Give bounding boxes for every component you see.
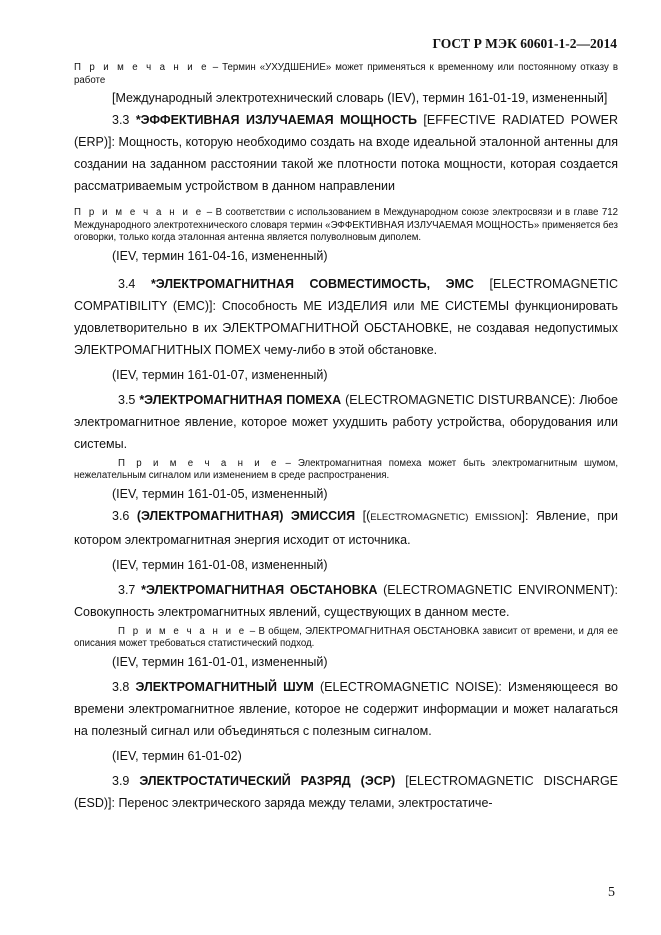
note-text: – Электромагнитная помеха может быть электромагнитным шумом, нежелательным сигналом или изменением в среде распространения. bbox=[74, 457, 619, 481]
reference-iev: (IEV, термин 161-01-07, измененный) bbox=[112, 367, 328, 382]
term-definition: (ELECTROMAGNETIC ENVIRONMENT): Совокупность электромагнитных явлений, существующих в данном месте. bbox=[74, 582, 618, 619]
document-body bbox=[74, 62, 618, 814]
term-3-4 bbox=[74, 273, 618, 361]
term-number: 3.5 bbox=[118, 392, 140, 407]
note-label: П р и м е ч а н и е bbox=[74, 62, 209, 73]
term-3-9 bbox=[74, 770, 618, 814]
note-text: – Термин «УХУДШЕНИЕ» может применяться к временному или постоянному отказу в работе bbox=[74, 62, 618, 86]
term-3-7 bbox=[74, 579, 618, 623]
reference-iev: (IEV, термин 161-01-05, измененный) bbox=[112, 486, 328, 501]
term-definition: [ELECTROMAGNETIC DISCHARGE (ESD)]: Перенос электрического заряда между телами, электростатиче- bbox=[74, 773, 619, 810]
note-environment bbox=[74, 626, 618, 651]
reference-iev: (IEV, термин 161-01-01, измененный) bbox=[112, 654, 328, 669]
term-title: ЭЛЕКТРОСТАТИЧЕСКИЙ РАЗРЯД (ЭСР) bbox=[139, 773, 396, 788]
reference-iev: (IEV, термин 161-01-08, измененный) bbox=[112, 557, 328, 572]
term-number: 3.8 bbox=[112, 679, 136, 694]
term-definition: ]: Явление, при котором электромагнитная энергия исходит от источника. bbox=[74, 508, 618, 547]
term-number: 3.7 bbox=[118, 582, 142, 597]
note-label: П р и м е ч а н и е bbox=[118, 625, 247, 637]
reference-iev: (IEV, термин 161-04-16, измененный) bbox=[112, 248, 328, 263]
note-label: П р и м е ч а н и е bbox=[118, 457, 279, 469]
term-definition: (ELECTROMAGNETIC NOISE): Изменяющееся во времени электромагнитное явление, которое не содержит информации и может налагаться на полезный сигнал или объединяться с полезным сигналом. bbox=[74, 679, 618, 738]
term-number: 3.6 bbox=[112, 508, 137, 523]
term-title: *ЭЛЕКТРОМАГНИТНАЯ ОБСТАНОВКА bbox=[141, 582, 378, 597]
term-3-5 bbox=[74, 389, 618, 455]
term-3-6 bbox=[74, 505, 618, 551]
page-number: 5 bbox=[608, 885, 615, 900]
term-definition: [ELECTROMAGNETIC COMPATIBILITY (EMC)]: Способность МЕ ИЗДЕЛИЯ или МЕ СИСТЕМЫ функционировать удовлетворительно в их ЭЛЕКТРОМАГНИТНОЙ ОБСТАНОВКЕ, не создавая недопустимых ЭЛЕКТРОМАГНИТНЫХ ПОМЕХ чему-либо в этой обстановке. bbox=[74, 276, 618, 357]
term-number: 3.3 bbox=[112, 113, 136, 127]
note-disturbance bbox=[74, 458, 618, 483]
term-number: 3.9 bbox=[112, 773, 140, 788]
term-definition: [EFFECTIVE RADIATED POWER (ERP)]: Мощность, которую необходимо создать на входе идеальной эталонной антенны для создании на заданном расстоянии такой же плотности потока мощности, которая создается рассматриваемым устройством в данном направлении bbox=[74, 113, 618, 193]
note-text: – В общем, ЭЛЕКТРОМАГНИТНАЯ ОБСТАНОВКА зависит от времени, и для ее описания может требоваться статистический подход. bbox=[74, 625, 618, 649]
note-erp bbox=[74, 207, 618, 245]
term-title: *ЭФФЕКТИВНАЯ ИЗЛУЧАЕМАЯ МОЩНОСТЬ bbox=[135, 113, 417, 127]
note-label: П р и м е ч а н и е bbox=[74, 207, 204, 218]
reference-iev: [Международный электротехнический словарь (IEV), термин 161-01-19, измененный] bbox=[112, 91, 608, 105]
term-3-3 bbox=[74, 109, 618, 197]
term-title: *ЭЛЕКТРОМАГНИТНАЯ ПОМЕХА bbox=[139, 392, 342, 407]
term-3-8 bbox=[74, 676, 618, 742]
term-number: 3.4 bbox=[118, 276, 151, 291]
term-bracket: [( bbox=[355, 508, 371, 523]
note-degradation bbox=[74, 62, 618, 87]
term-definition: (ELECTROMAGNETIC DISTURBANCE): Любое электромагнитное явление, которое может ухудшить работу устройства, оборудования или системы. bbox=[74, 392, 618, 451]
term-title: (ЭЛЕКТРОМАГНИТНАЯ) ЭМИССИЯ bbox=[136, 508, 356, 523]
term-english: ELECTROMAGNETIC) EMISSION bbox=[370, 511, 522, 523]
note-text: – В соответствии с использованием в Международном союзе электросвязи и в главе 712 Международного электротехнического словаря термин «ЭФФЕКТИВНАЯ ИЗЛУЧАЕМАЯ МОЩНОСТЬ» применяется без оговорки, только когда эталонная антенна является полуволновым диполем. bbox=[74, 207, 618, 243]
reference-iev: (IEV, термин 61-01-02) bbox=[112, 748, 242, 763]
term-title: *ЭЛЕКТРОМАГНИТНАЯ СОВМЕСТИМОСТЬ, ЭМС bbox=[150, 276, 474, 291]
document-header: ГОСТ Р МЭК 60601-1-2—2014 bbox=[432, 36, 617, 51]
term-title: ЭЛЕКТРОМАГНИТНЫЙ ШУМ bbox=[135, 679, 314, 694]
